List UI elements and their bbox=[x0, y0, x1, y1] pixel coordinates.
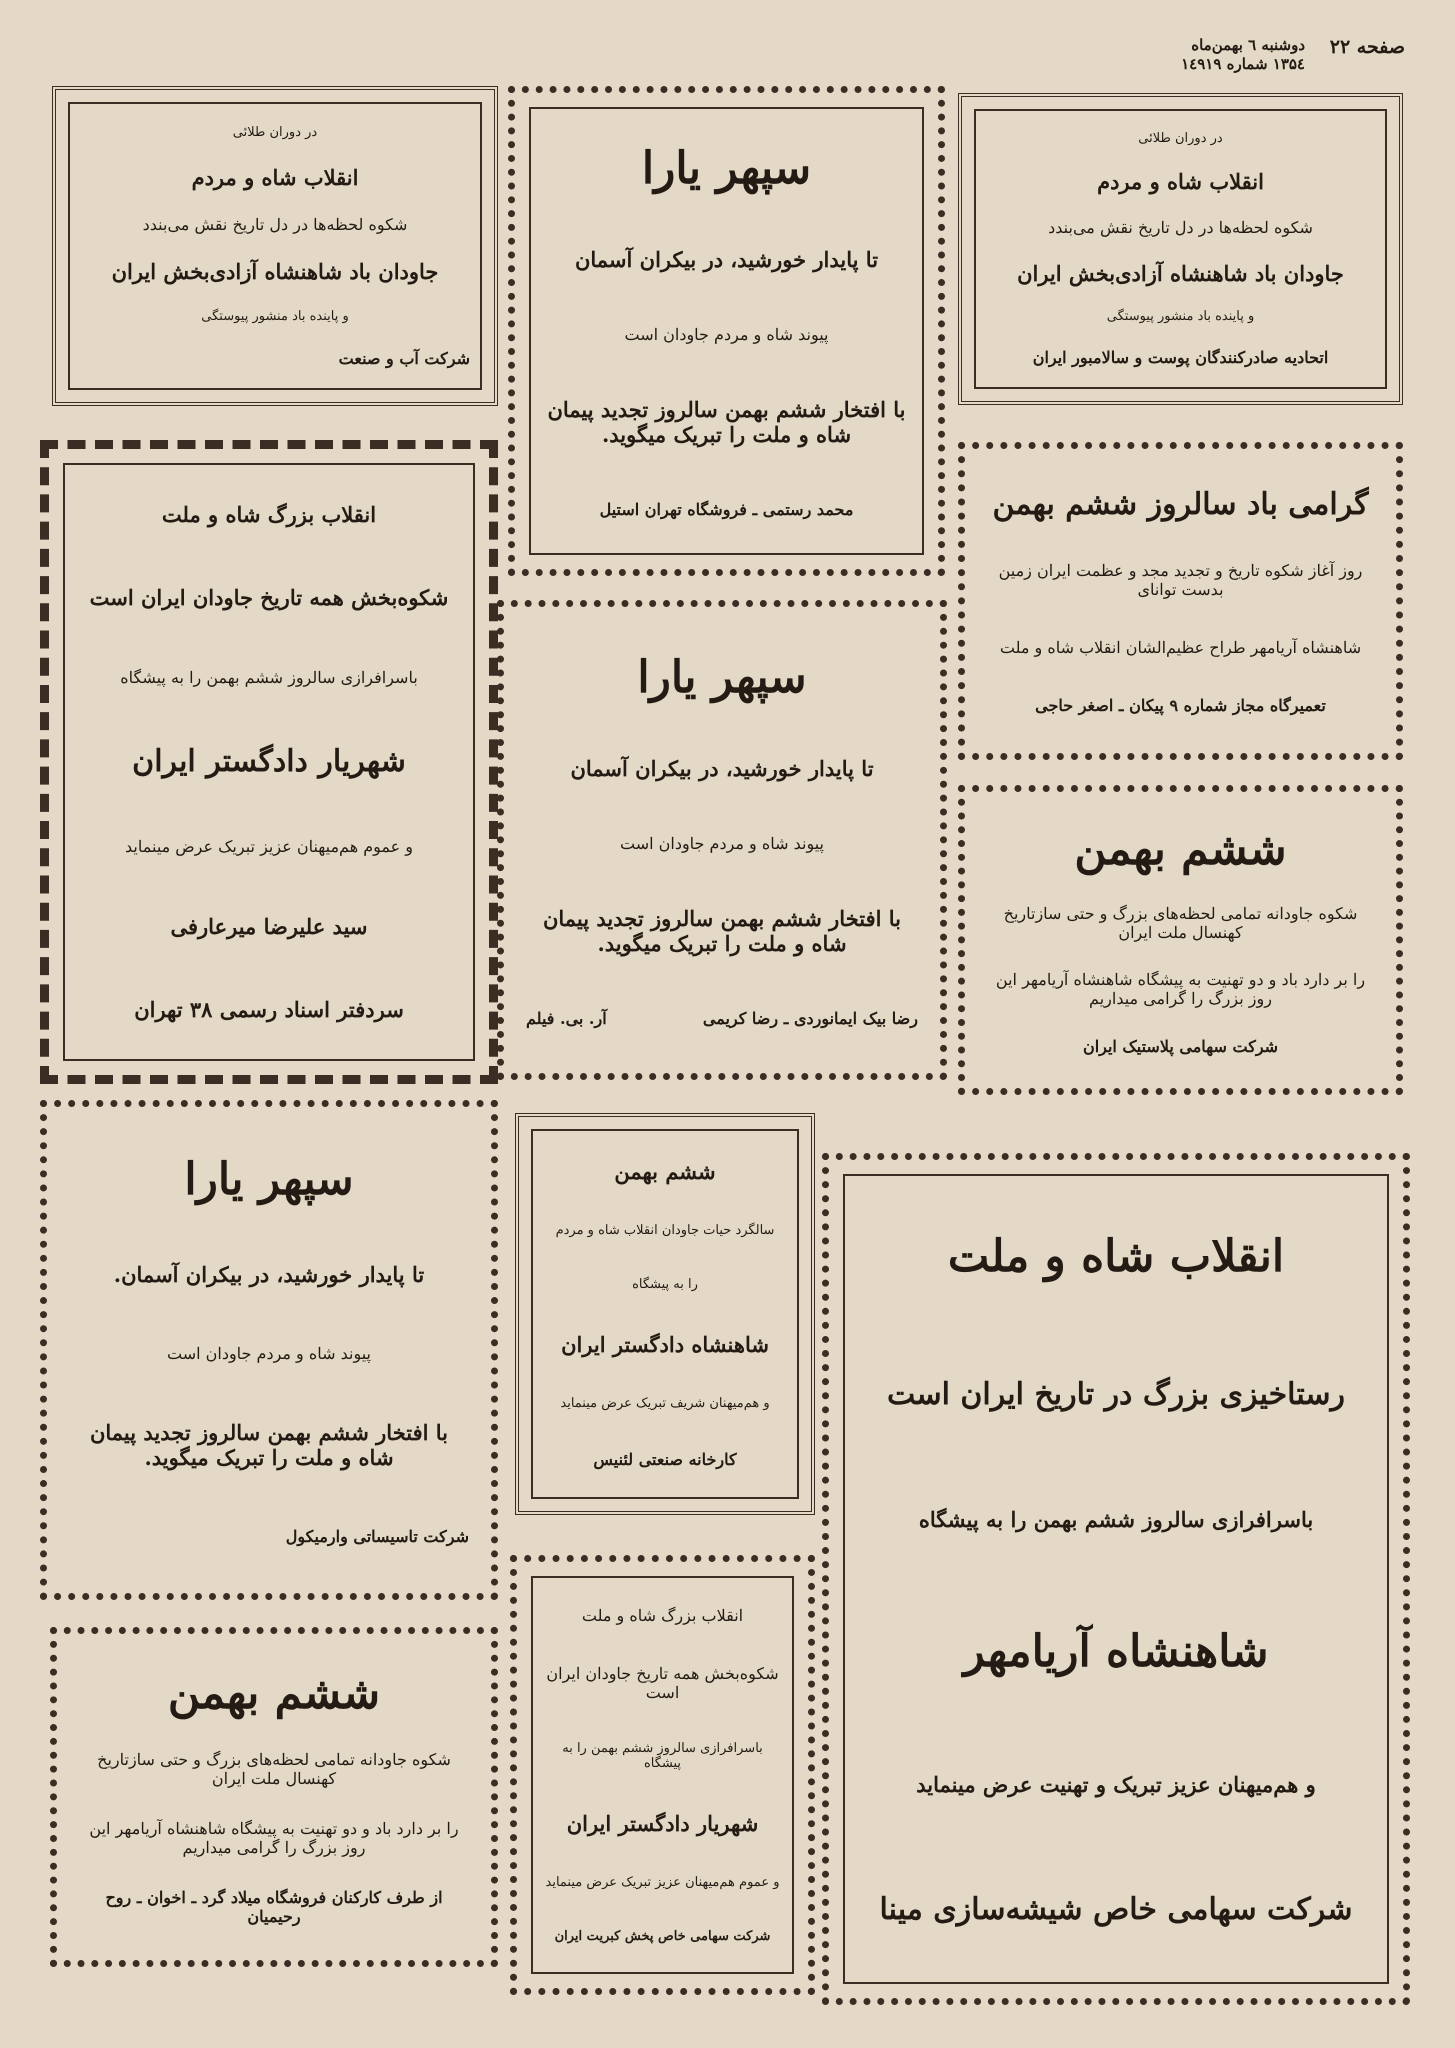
ad-name: شهریار دادگستر ایران bbox=[566, 1810, 759, 1836]
ad-line: با افتخار ششم بهمن سالروز تجدید پیمان شاه و ملت را تبریک میگوید. bbox=[89, 1420, 449, 1471]
ad-leather-exporters bbox=[958, 93, 1403, 405]
ad-signer: شرکت آب و صنعت bbox=[338, 348, 470, 368]
ad-line: را بر دارد باد و دو تهنیت به پیشگاه شاهنشاه آریامهر این روز بزرگ را گرامی میداریم bbox=[89, 1819, 459, 1858]
ad-signer: آر. بی. فیلم bbox=[526, 1009, 607, 1029]
ad-line: رستاخیزی بزرگ در تاریخ ایران است bbox=[887, 1376, 1345, 1412]
ad-rb-film bbox=[497, 600, 947, 1080]
ad-line: شاهنشاه آریامهر طراح عظیم‌الشان انقلاب شاه و ملت bbox=[999, 638, 1362, 658]
ad-line: سالگرد حیات جاودان انقلاب شاه و مردم bbox=[555, 1222, 775, 1238]
ad-line: و هم‌میهنان عزیز تبریک و تهنیت عرض مینماید bbox=[916, 1771, 1316, 1797]
ad-title: سپهر یارا bbox=[184, 1153, 354, 1205]
date-line: دوشنبه ٦ بهمن‌ماه bbox=[1191, 36, 1305, 54]
ad-line: و هم‌میهنان شریف تبریک عرض مینماید bbox=[560, 1395, 770, 1411]
ad-line: تا پایدار خورشید، در بیکران آسمان bbox=[574, 247, 879, 273]
ad-signers bbox=[526, 1009, 918, 1028]
ad-name: شهریار دادگستر ایران bbox=[132, 744, 406, 780]
ad-name: شاهنشاه آریامهر bbox=[963, 1626, 1269, 1678]
ad-line: شکوه جاودانه تمامی لحظه‌های بزرگ و حتی سازتاریخ کهنسال ملت ایران bbox=[1003, 903, 1358, 942]
ad-line: باسرافرازی سالروز ششم بهمن را به پیشگاه bbox=[562, 1741, 763, 1772]
ad-title: انقلاب شاه و مردم bbox=[1097, 169, 1264, 195]
issue-date bbox=[1181, 36, 1305, 74]
ad-line: تا پایدار خورشید، در بیکران آسمان bbox=[570, 755, 874, 781]
ad-signer: شرکت سهامی پلاستیک ایران bbox=[1082, 1036, 1279, 1056]
ad-line: پیوند شاه و مردم جاودان است bbox=[619, 833, 825, 853]
ad-signer: سید علیرضا میرعارفی bbox=[170, 914, 368, 940]
ad-signer: تعمیرگاه مجاز شماره ۹ پیکان ـ اصغر حاجی bbox=[1035, 696, 1326, 716]
ad-line: را بر دارد باد و دو تهنیت به پیشگاه شاهنشاه آریامهر این روز بزرگ را گرامی میداریم bbox=[995, 970, 1366, 1009]
ad-signer: شرکت تاسیساتی وارمیکول bbox=[285, 1527, 469, 1547]
ad-line: پیوند شاه و مردم جاودان است bbox=[166, 1343, 372, 1363]
ad-top-line: در دوران طلائی bbox=[232, 124, 318, 140]
ad-line: باسرافرازی سالروز ششم بهمن را به پیشگاه bbox=[918, 1506, 1314, 1532]
ad-signer: اتحادیه صادرکنندگان پوست و سالامبور ایران bbox=[1032, 348, 1329, 368]
ad-notary-office bbox=[40, 440, 498, 1084]
ad-paykan-repair bbox=[958, 442, 1403, 760]
page-number: صفحه ۲۲ bbox=[1329, 36, 1405, 58]
ad-line: انقلاب بزرگ شاه و ملت bbox=[581, 1605, 744, 1625]
ad-line: با افتخار ششم بهمن سالروز تجدید پیمان شاه و ملت را تبریک میگوید. bbox=[547, 396, 906, 447]
ad-signer: محمد رستمی ـ فروشگاه تهران استیل bbox=[599, 499, 854, 519]
ad-line: روز آغاز شکوه تاریخ و تجدید مجد و عظمت ایران زمین بدست توانای bbox=[998, 560, 1363, 599]
ad-title: سپهر یارا bbox=[637, 651, 807, 703]
ad-title: سپهر یارا bbox=[641, 143, 812, 195]
ad-name: شاهنشاه دادگستر ایران bbox=[561, 1331, 769, 1357]
ad-title: گرامی باد سالروز ششم بهمن bbox=[992, 486, 1369, 522]
ad-line: پیوند شاه و مردم جاودان است bbox=[624, 324, 829, 344]
ad-mina-glass bbox=[822, 1153, 1410, 2005]
ad-milad-store bbox=[50, 1627, 498, 1967]
ad-line: شکوه‌بخش همه تاریخ جاودان ایران است bbox=[546, 1663, 779, 1702]
ad-slogan: جاودان باد شاهنشاه آزادی‌بخش ایران bbox=[111, 258, 439, 284]
ad-title: انقلاب شاه و مردم bbox=[191, 164, 359, 190]
issue-number: ۱۳۵٤ شماره ۱٤۹۱۹ bbox=[1181, 55, 1305, 73]
ad-water-industry bbox=[52, 86, 498, 406]
ad-title: ششم بهمن bbox=[167, 1667, 381, 1719]
ad-line: انقلاب بزرگ شاه و ملت bbox=[161, 501, 377, 527]
ad-title: انقلاب شاه و ملت bbox=[947, 1231, 1285, 1283]
ad-line: شکوه جاودانه تمامی لحظه‌های بزرگ و حتی سازتاریخ کهنسال ملت ایران bbox=[97, 1749, 451, 1788]
ad-signer: کارخانه صنعتی لئنیس bbox=[593, 1450, 737, 1470]
ad-office: سردفتر اسناد رسمی ۳۸ تهران bbox=[134, 996, 404, 1022]
ad-signer: شرکت سهامی خاص شیشه‌سازی مینا bbox=[879, 1891, 1353, 1927]
ad-line: را به پیشگاه bbox=[632, 1277, 698, 1293]
ad-sub: و پاینده باد منشور پیوستگی bbox=[1106, 309, 1255, 325]
ad-warmicol bbox=[40, 1100, 498, 1600]
ad-lenis-factory bbox=[515, 1113, 815, 1515]
ad-plastic-company bbox=[958, 785, 1403, 1095]
ad-line: باسرافرازی سالروز ششم بهمن را به پیشگاه bbox=[120, 667, 418, 687]
ad-top-line: در دوران طلائی bbox=[1138, 130, 1223, 146]
ad-line: شکوه لحظه‌ها در دل تاریخ نقش می‌بندد bbox=[142, 214, 408, 234]
ad-iran-match bbox=[510, 1555, 815, 1995]
ad-signer: از طرف کارکنان فروشگاه میلاد گرد ـ اخوان ـ روح رحیمیان bbox=[105, 1888, 443, 1927]
ad-tehran-steel bbox=[508, 86, 945, 576]
ad-slogan: جاودان باد شاهنشاه آزادی‌بخش ایران bbox=[1017, 260, 1344, 286]
ad-line: شکوه‌بخش همه تاریخ جاودان ایران است bbox=[89, 584, 449, 610]
ad-signer: رضا بیک ایمانوردی ـ رضا کریمی bbox=[702, 1009, 918, 1029]
ad-line: شکوه لحظه‌ها در دل تاریخ نقش می‌بندد bbox=[1048, 218, 1313, 238]
ad-signer: شرکت سهامی خاص پخش کبریت ایران bbox=[554, 1929, 771, 1945]
ad-line: با افتخار ششم بهمن سالروز تجدید پیمان شاه و ملت را تبریک میگوید. bbox=[542, 906, 902, 957]
ad-title: ششم بهمن bbox=[614, 1158, 716, 1184]
ad-line: و عموم هم‌میهنان عزیز تبریک عرض مینماید bbox=[545, 1874, 780, 1890]
ad-line: و عموم هم‌میهنان عزیز تبریک عرض مینماید bbox=[125, 837, 413, 857]
ad-title: ششم بهمن bbox=[1074, 824, 1287, 876]
ad-sub: و پاینده باد منشور پیوستگی bbox=[201, 308, 349, 324]
ad-line: تا پایدار خورشید، در بیکران آسمان. bbox=[113, 1261, 425, 1287]
